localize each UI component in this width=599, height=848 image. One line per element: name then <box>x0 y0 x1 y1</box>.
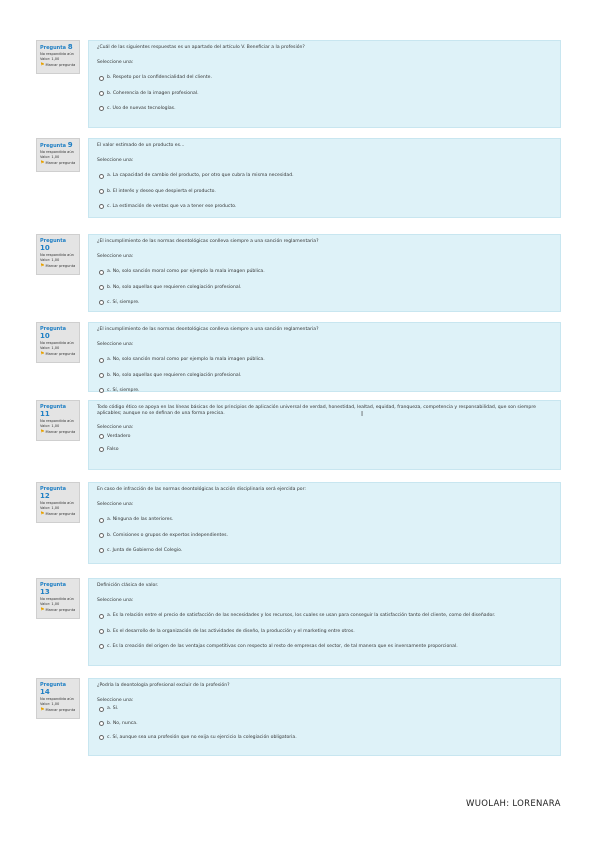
answer-option[interactable]: c. La estimación de ventas que va a tener ese producto. <box>99 204 552 210</box>
question-number: Pregunta 14 <box>40 682 66 696</box>
question-info-13 <box>36 578 80 619</box>
answer-list <box>97 706 552 741</box>
radio-button[interactable] <box>99 644 104 649</box>
flag-question-button[interactable]: ⚑ Marcar pregunta <box>40 160 76 167</box>
answer-list <box>97 613 552 650</box>
question-number: Pregunta 12 <box>40 486 66 500</box>
answer-list <box>97 269 552 306</box>
radio-button[interactable] <box>99 447 104 452</box>
question-text: ¿Cuál de las siguientes respuestas es un apartado del artículo V. Beneficiar a la profesión? <box>97 45 305 50</box>
flag-question-button[interactable]: ⚑ Marcar pregunta <box>40 351 76 358</box>
answer-list <box>97 173 552 210</box>
question-content-14 <box>88 678 561 756</box>
question-state: No respondida aún <box>40 52 74 56</box>
select-prompt: Seleccione una: <box>97 502 134 508</box>
question-mark: Valor: 1,00 <box>40 346 60 351</box>
question-mark: Valor: 1,00 <box>40 602 60 607</box>
answer-option[interactable]: b. El interés y deseo que despierta el producto. <box>99 189 552 195</box>
radio-button[interactable] <box>99 614 104 619</box>
flag-icon: ⚑ <box>40 62 45 69</box>
flag-question-button[interactable]: ⚑ Marcar pregunta <box>40 511 76 518</box>
question-info-14 <box>36 678 80 719</box>
flag-question-button[interactable]: ⚑ Marcar pregunta <box>40 62 76 69</box>
answer-option[interactable]: a. No, solo sanción moral como por ejemplo la mala imagen pública. <box>99 357 552 363</box>
select-prompt: Seleccione una: <box>97 342 134 348</box>
text-cursor-icon: I <box>361 410 364 418</box>
select-prompt: Seleccione una: <box>97 158 134 164</box>
radio-button[interactable] <box>99 189 104 194</box>
flag-question-button[interactable]: ⚑ Marcar pregunta <box>40 429 76 436</box>
question-state: No respondida aún <box>40 253 74 257</box>
flag-icon: ⚑ <box>40 607 45 614</box>
radio-button[interactable] <box>99 548 104 553</box>
question-info-8 <box>36 40 80 74</box>
question-number: Pregunta 8 <box>40 43 73 51</box>
select-prompt: Seleccione una: <box>97 425 134 431</box>
radio-button[interactable] <box>99 388 104 393</box>
radio-button[interactable] <box>99 285 104 290</box>
question-content-13 <box>88 578 561 666</box>
answer-option[interactable]: c. Junta de Gobierno del Colegio. <box>99 548 552 554</box>
answer-option[interactable]: a. No, solo sanción moral como por ejemplo la mala imagen pública. <box>99 269 552 275</box>
question-text: El valor estimado de un producto es... <box>97 143 185 148</box>
radio-button[interactable] <box>99 735 104 740</box>
radio-button[interactable] <box>99 358 104 363</box>
answer-option[interactable]: c. Sí, aunque sea una profesión que no exija su ejercicio la colegiación obligatoria. <box>99 735 552 741</box>
question-content-10-repeat <box>88 322 561 392</box>
flag-icon: ⚑ <box>40 351 45 358</box>
radio-button[interactable] <box>99 76 104 81</box>
flag-icon: ⚑ <box>40 429 45 436</box>
question-content-10 <box>88 234 561 312</box>
answer-option[interactable]: b. Coherencia de la imagen profesional. <box>99 91 552 97</box>
radio-button[interactable] <box>99 300 104 305</box>
question-info-9 <box>36 138 80 172</box>
question-text: Definición clásica de valor. <box>97 583 159 588</box>
radio-button[interactable] <box>99 91 104 96</box>
radio-button[interactable] <box>99 533 104 538</box>
question-info-10-repeat <box>36 322 80 363</box>
select-prompt: Seleccione una: <box>97 60 134 66</box>
answer-option[interactable]: b. Es el desarrollo de la organización de las actividades de diseño, la producción y el marketing entre otros. <box>99 629 552 635</box>
answer-option[interactable]: a. Sí. <box>99 706 552 712</box>
question-state: No respondida aún <box>40 697 74 701</box>
answer-list <box>97 517 552 554</box>
radio-button[interactable] <box>99 721 104 726</box>
question-state: No respondida aún <box>40 341 74 345</box>
answer-option[interactable]: b. No, solo aquellas que requieren colegiación profesional. <box>99 373 552 379</box>
watermark: WUOLAH: LORENARA <box>466 799 561 809</box>
answer-option[interactable]: b. Comisiones o grupos de expertos independientes. <box>99 533 552 539</box>
question-text: En caso de infracción de las normas deontológicas la acción disciplinaria será ejercida por: <box>97 487 306 492</box>
select-prompt: Seleccione una: <box>97 598 134 604</box>
answer-option[interactable]: a. La capacidad de cambio del producto, por otro que cubra la misma necesidad. <box>99 173 552 179</box>
answer-option[interactable]: Falso <box>99 447 552 453</box>
question-state: No respondida aún <box>40 419 74 423</box>
flag-question-button[interactable]: ⚑ Marcar pregunta <box>40 707 76 714</box>
select-prompt: Seleccione una: <box>97 254 134 260</box>
answer-option[interactable]: c. Uso de nuevas tecnologías. <box>99 106 552 112</box>
radio-button[interactable] <box>99 204 104 209</box>
radio-button[interactable] <box>99 174 104 179</box>
question-number: Pregunta 13 <box>40 582 66 596</box>
question-number: Pregunta 10 <box>40 326 66 340</box>
question-number: Pregunta 11 <box>40 404 66 418</box>
question-number: Pregunta 10 <box>40 238 66 252</box>
question-number: Pregunta 9 <box>40 141 73 149</box>
question-content-12 <box>88 482 561 564</box>
question-mark: Valor: 1,00 <box>40 57 60 62</box>
question-text: Todo código ético se apoya en las líneas básicas de los principios de aplicación universal de verdad, honestidad, lealtad, equidad, franqueza, competencia y responsabilidad, que son siempre aplicables; aunque no se definan de una forma precisa. <box>97 405 536 417</box>
radio-button[interactable] <box>99 106 104 111</box>
flag-icon: ⚑ <box>40 263 45 270</box>
flag-icon: ⚑ <box>40 707 45 714</box>
answer-list <box>97 75 552 112</box>
question-text: ¿Podría la deontología profesional excluir de la profesión? <box>97 683 230 688</box>
question-text: ¿El incumplimiento de las normas deontológicas conlleva siempre a una sanción reglamentaria? <box>97 239 319 244</box>
answer-option[interactable]: c. Es la creación del origen de las ventajas competitivas con respecto al resto de empresas del sector, de tal manera que es inversamente proporcional. <box>99 644 552 650</box>
question-content-8 <box>88 40 561 128</box>
answer-option[interactable]: Verdadero <box>99 434 552 440</box>
flag-icon: ⚑ <box>40 160 45 167</box>
question-mark: Valor: 1,00 <box>40 702 60 707</box>
answer-option[interactable]: c. Sí, siempre. <box>99 300 552 306</box>
answer-option[interactable]: a. Ninguna de las anteriores. <box>99 517 552 523</box>
flag-question-button[interactable]: ⚑ Marcar pregunta <box>40 263 76 270</box>
question-state: No respondida aún <box>40 501 74 505</box>
radio-button[interactable] <box>99 629 104 634</box>
question-info-10 <box>36 234 80 275</box>
answer-option[interactable]: b. No, nunca. <box>99 721 552 727</box>
radio-button[interactable] <box>99 434 104 439</box>
question-state: No respondida aún <box>40 597 74 601</box>
answer-option[interactable]: b. Respeto por la confidencialidad del cliente. <box>99 75 552 81</box>
question-info-11 <box>36 400 80 441</box>
flag-question-button[interactable]: ⚑ Marcar pregunta <box>40 607 76 614</box>
question-content-9 <box>88 138 561 218</box>
flag-icon: ⚑ <box>40 511 45 518</box>
answer-option[interactable]: b. No, solo aquellas que requieren colegiación profesional. <box>99 285 552 291</box>
question-mark: Valor: 1,00 <box>40 506 60 511</box>
radio-button[interactable] <box>99 270 104 275</box>
question-text: ¿El incumplimiento de las normas deontológicas conlleva siempre a una sanción reglamentaria? <box>97 327 319 332</box>
question-mark: Valor: 1,00 <box>40 258 60 263</box>
answer-list <box>97 357 552 394</box>
select-prompt: Seleccione una: <box>97 698 134 704</box>
question-info-12 <box>36 482 80 523</box>
answer-list <box>97 434 552 453</box>
question-mark: Valor: 1,00 <box>40 424 60 429</box>
question-content-11 <box>88 400 561 470</box>
radio-button[interactable] <box>99 518 104 523</box>
question-mark: Valor: 1,00 <box>40 155 60 160</box>
answer-option[interactable]: c. Sí, siempre. <box>99 388 552 394</box>
radio-button[interactable] <box>99 373 104 378</box>
radio-button[interactable] <box>99 707 104 712</box>
question-state: No respondida aún <box>40 150 74 154</box>
answer-option[interactable]: a. Es la relación entre el precio de satisfacción de las necesidades y los recursos, los cuales se usan para conseguir la satisfacción tanto del cliente, como del diseñador. <box>99 613 552 619</box>
